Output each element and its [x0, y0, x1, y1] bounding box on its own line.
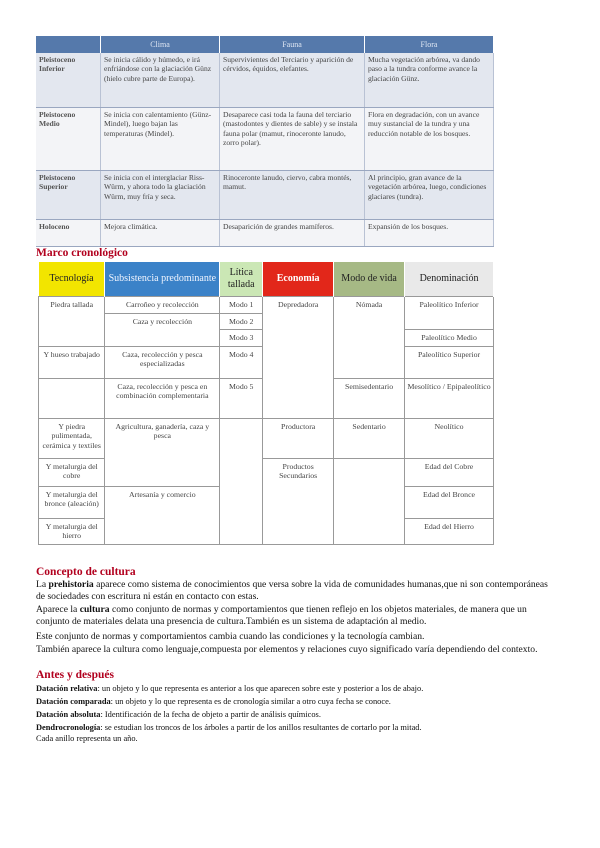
clima-header-fauna: Fauna	[220, 36, 365, 53]
clima-cell: Mejora climática.	[101, 220, 220, 247]
clima-header-flora: Flora	[365, 36, 494, 53]
flora-cell: Expansión de los bosques.	[365, 220, 494, 247]
periodo-cell: Pleistoceno Superior	[36, 171, 101, 220]
clima-table	[36, 36, 494, 247]
clima-header-clima: Clima	[101, 36, 220, 53]
denominacion-cell: Mesolítico / Epipaleolítico	[405, 378, 494, 418]
cultura-p1-c: aparece como sistema de conocimientos que versa sobre la vida de comunidades humanas,que ni son contemporáneas de sociedades con escritura ni están en contacto con estas.	[36, 579, 548, 602]
tecnologia-cell: Y metalurgia del cobre	[39, 458, 105, 486]
clima-cell: Se inicia con calentamiento (Günz-Mindel), luego bajan las temperaturas (Mindel).	[101, 108, 220, 171]
marco-title: Marco cronológico	[36, 247, 128, 259]
denominacion-cell: Neolítico	[405, 418, 494, 458]
antes-l1-term: Datación relativa	[36, 684, 98, 693]
flora-cell: Mucha vegetación arbórea, va dando paso a la tundra conforme avance la glaciación Günz.	[365, 53, 494, 108]
fauna-cell: Supervivientes del Terciario y aparición de cérvidos, équidos, elefantes.	[220, 53, 365, 108]
cultura-p2-b: cultura	[79, 604, 110, 615]
denominacion-cell: Paleolítico Inferior	[405, 297, 494, 330]
cultura-p2-a: Aparece la	[36, 604, 80, 615]
flora-cell: Flora en degradación, con un avance muy sustancial de la tundra y una reducción notable de los bosques.	[365, 108, 494, 171]
table-row	[36, 220, 494, 247]
clima-cell: Se inicia con el interglaciar Riss-Würm, y ahora todo la glaciación Würm, muy fría y seca.	[101, 171, 220, 220]
table-row	[39, 418, 494, 458]
denominacion-cell: Edad del Bronce	[405, 486, 494, 518]
subsistencia-cell: Agricultura, ganadería, caza y pesca	[105, 418, 220, 486]
antes-l1-text: : un objeto y lo que representa es anterior a los que aparecen sobre este y posterior a los de abajo.	[97, 684, 424, 693]
antes-line-2	[36, 697, 391, 707]
header-economia: Economía	[263, 262, 334, 297]
clima-header-periodo	[36, 36, 101, 53]
economia-cell: Depredadora	[263, 297, 334, 419]
table-row	[39, 297, 494, 314]
header-denominacion: Denominación	[405, 262, 494, 297]
table-row	[36, 108, 494, 171]
table-row	[36, 53, 494, 108]
cultura-p2-c: como conjunto de normas y comportamientos que tienen reflejo en los objetos materiales, de manera que un conjunto de materiales delata una presencia de cultura.También es un sistema de adaptación al medio.	[36, 604, 527, 627]
subsistencia-cell: Artesanía y comercio	[105, 486, 220, 544]
periodo-cell: Pleistoceno Medio	[36, 108, 101, 171]
flora-cell: Al principio, gran avance de la vegetación arbórea, luego, condiciones glaciares (tundra).	[365, 171, 494, 220]
modo-cell: Nómada	[334, 297, 405, 379]
antes-l2-term: Datación comparada	[36, 697, 111, 706]
fauna-cell: Rinoceronte lanudo, ciervo, cabra montés, mamut.	[220, 171, 365, 220]
modo-cell	[334, 458, 405, 544]
litica-cell: Modo 5	[220, 378, 263, 418]
antes-line-1	[36, 684, 423, 694]
header-tecnologia: Tecnología	[39, 262, 105, 297]
tecnologia-cell: Y hueso trabajado	[39, 346, 105, 378]
fauna-cell: Desaparece casi toda la fauna del terciario (mastodontes y dientes de sable) y se instala fauna polar (mamut, rinoceronte lanudo, zorro polar).	[220, 108, 365, 171]
clima-cell: Se inicia cálido y húmedo, e irá enfriándose con la glaciación Günz (hielo cubre parte de Europa).	[101, 53, 220, 108]
litica-cell: Modo 3	[220, 330, 263, 347]
tecnologia-cell	[39, 378, 105, 418]
modo-cell: Sedentario	[334, 418, 405, 458]
denominacion-cell: Edad del Hierro	[405, 518, 494, 544]
antes-line-5: Cada anillo representa un año.	[36, 734, 138, 743]
clima-header-row	[36, 36, 494, 53]
cultura-title: Concepto de cultura	[36, 566, 136, 578]
antes-line-3	[36, 710, 321, 720]
tecnologia-cell: Piedra tallada	[39, 297, 105, 347]
cultura-paragraph-2	[36, 604, 556, 627]
litica-cell: Modo 2	[220, 313, 263, 330]
subsistencia-cell: Carroñeo y recolección	[105, 297, 220, 314]
modo-cell: Semisedentario	[334, 378, 405, 418]
antes-l2-text: : un objeto y lo que representa es de cronología similar a otro cuya fecha se conoce.	[110, 697, 391, 706]
subsistencia-cell: Caza y recolección	[105, 313, 220, 346]
periodo-cell: Pleistoceno Inferior	[36, 53, 101, 108]
cultura-paragraph-1	[36, 579, 556, 602]
marco-header-row	[39, 262, 494, 297]
antes-title: Antes y después	[36, 669, 114, 681]
antes-line-4	[36, 723, 422, 733]
litica-cell: Modo 1	[220, 297, 263, 314]
denominacion-cell: Paleolítico Superior	[405, 346, 494, 378]
denominacion-cell: Edad del Cobre	[405, 458, 494, 486]
tecnologia-cell: Y piedra pulimentada, cerámica y textiles	[39, 418, 105, 458]
subsistencia-cell: Caza, recolección y pesca en combinación complementaria	[105, 378, 220, 418]
antes-l4-term: Dendrocronología	[36, 723, 101, 732]
header-litica: Lítica tallada	[220, 262, 263, 297]
litica-cell	[220, 418, 263, 544]
header-modo: Modo de vida	[334, 262, 405, 297]
antes-l3-text: : Identificación de la fecha de objeto a partir de análisis químicos.	[100, 710, 321, 719]
economia-cell: Productos Secundarios	[263, 458, 334, 544]
fauna-cell: Desaparición de grandes mamíferos.	[220, 220, 365, 247]
periodo-cell: Holoceno	[36, 220, 101, 247]
antes-l4-text: : se estudian los troncos de los árboles a partir de los anillos resultantes de cortarlo por la mitad.	[100, 723, 422, 732]
cultura-paragraph-3: Este conjunto de normas y comportamientos cambia cuando las condiciones y la tecnología cambian.	[36, 631, 425, 642]
tecnologia-cell: Y metalurgia del hierro	[39, 518, 105, 544]
cultura-paragraph-4: También aparece la cultura como lenguaje,compuesta por elementos y relaciones cuyo significado varía dependiendo del contexto.	[36, 644, 538, 655]
cultura-p1-b: prehistoria	[48, 579, 94, 590]
litica-cell: Modo 4	[220, 346, 263, 378]
header-subsistencia: Subsistencia predominante	[105, 262, 220, 297]
denominacion-cell: Paleolítico Medio	[405, 330, 494, 347]
tecnologia-cell: Y metalurgia del bronce (aleación)	[39, 486, 105, 518]
subsistencia-cell: Caza, recolección y pesca especializadas	[105, 346, 220, 378]
table-row	[36, 171, 494, 220]
antes-l3-term: Datación absoluta	[36, 710, 101, 719]
marco-table	[38, 262, 494, 545]
cultura-p1-a: La	[36, 579, 49, 590]
economia-cell: Productora	[263, 418, 334, 458]
